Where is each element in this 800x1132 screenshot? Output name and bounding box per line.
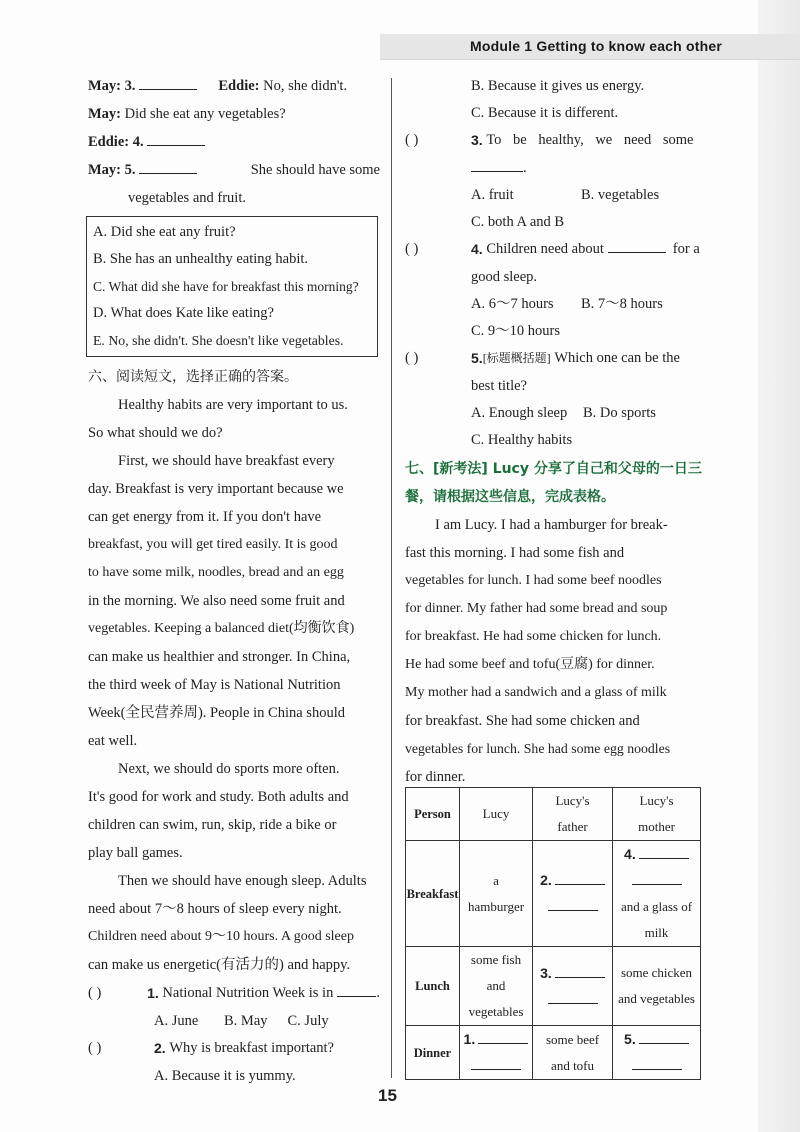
table-row-breakfast [406,841,701,947]
passage-line: for dinner. My father had some bread and soup [405,601,668,616]
header-person: Person [406,788,460,841]
table-row-lunch [406,947,701,1026]
passage-line: for breakfast. He had some chicken for lunch. [405,629,662,644]
blank-number: 4. [624,846,636,862]
dialogue-line-3 [88,128,380,156]
lucy-dinner-cell [459,1026,532,1080]
question-text: Why is breakfast important? [169,1040,334,1056]
passage-line: fast this morning. I had some fish and [405,545,625,561]
choice-c[interactable]: C. Healthy habits [471,432,573,448]
option-a: A. Did she eat any fruit? [93,224,236,240]
passage-line: Next, we should do sports more often. [118,761,340,777]
page-number: 15 [378,1086,397,1105]
mother-dinner-cell [613,1026,701,1080]
question-1-options [88,1007,380,1034]
row-label: Breakfast [406,841,460,947]
section6-heading: 六、阅读短文，选择正确的答案。 [88,369,298,385]
father-lunch-cell [533,947,613,1026]
passage-line: the third week of May is National Nutrition [88,677,341,693]
father-breakfast-cell [533,841,613,947]
option-d: D. What does Kate like eating? [93,305,274,321]
table-blank-3-cont[interactable] [548,988,598,1004]
question-blank[interactable] [608,235,666,253]
dialogue-line-5: vegetables and fruit. [128,190,246,206]
table-blank-3[interactable] [555,962,605,978]
choice-b[interactable]: B. Do sports [583,405,656,421]
lucy-passage [405,511,705,791]
blank-number: 5. [624,1031,636,1047]
father-dinner: some beef and tofu [533,1026,613,1080]
lucy-lunch: some fish and vegetables [459,947,532,1026]
header-father: Lucy's father [533,788,613,841]
blank-number: 3. [124,78,136,94]
choice-c[interactable]: C. Because it is different. [471,105,619,121]
choice-a[interactable]: A. Enough sleep [471,405,568,421]
lucy-breakfast: a hamburger [459,841,532,947]
table-blank-4-cont[interactable] [632,869,682,885]
answer-blank-3[interactable] [139,72,197,90]
passage-line: in the morning. We also need some fruit and [88,593,345,609]
passage-line: It's good for work and study. Both adults and [88,789,349,805]
speaker-label: May: [88,162,122,178]
mother-breakfast-cell [613,841,701,947]
blank-number: 4. [132,134,144,150]
module-header: Module 1 Getting to know each other [470,38,723,54]
blank-number: 1. [463,1031,476,1047]
table-blank-5-cont[interactable] [632,1054,682,1070]
blank-number: 5. [124,162,136,178]
dialogue-line-2 [88,100,380,128]
speaker-label: May: [88,106,122,122]
question-text-cont: good sleep. [471,269,538,285]
question-number: 3. [471,132,483,148]
option-e: E. No, she didn't. She doesn't like vegetables. [93,333,344,348]
question-3 [405,126,705,154]
choice-b[interactable]: B. vegetables [581,187,660,203]
dialogue-text: She should have some [250,162,380,178]
speaker-label: Eddie: [88,134,130,150]
question-number: 5. [471,350,483,366]
dialogue-line-4 [88,156,380,184]
passage-line: vegetables for lunch. I had some beef noodles [405,573,662,588]
header-mother: Lucy's mother [613,788,701,841]
blank-number: 2. [540,872,552,888]
header-lucy: Lucy [459,788,532,841]
answer-paren[interactable]: ( ) [405,350,419,366]
question-text-cont: best title? [471,378,527,394]
passage-line: eat well. [88,733,138,749]
question-3-options [405,181,705,208]
row-label: Dinner [406,1026,460,1080]
passage-line: First, we should have breakfast every [118,453,335,469]
choice-c[interactable]: C. 9～10 hours [471,323,561,339]
dialogue-text: Did she eat any vegetables? [124,106,286,122]
right-column [405,72,705,791]
question-number: 2. [154,1040,166,1056]
choice-c[interactable]: C. both A and B [471,214,565,230]
reading-passage [88,391,380,979]
left-column [88,72,380,1089]
choice-c[interactable]: C. July [287,1013,329,1029]
mother-breakfast-text: and a glass of milk [620,899,693,940]
passage-line: children can swim, run, skip, ride a bike or [88,817,337,833]
mother-lunch: some chicken and vegetables [613,947,701,1026]
table-header-row [406,788,701,841]
meals-table [405,787,701,1080]
passage-line: Week(全民营养周). People in China should [88,705,345,721]
column-divider [391,78,392,1078]
passage-line: can get energy from it. If you don't have [88,509,322,525]
choice-a[interactable]: A. fruit [471,187,514,203]
choice-a[interactable]: A. Because it is yummy. [154,1068,296,1084]
question-text: Which one can be the [554,350,680,366]
question-5-options [405,399,705,426]
question-blank[interactable] [337,979,376,997]
passage-line: for dinner. [405,769,466,785]
question-text: Children need about [486,241,604,257]
question-2 [88,1034,380,1062]
answer-blank-4[interactable] [147,128,205,146]
passage-line: breakfast, you will get tired easily. It is good [88,537,338,552]
question-3-blank-line: . [405,154,705,181]
passage-line: can make us energetic(有活力的) and happy. [88,957,351,973]
question-5 [405,344,705,372]
speaker-label: Eddie: [218,78,260,94]
passage-line: vegetables. Keeping a balanced diet(均衡饮食) [88,621,355,636]
row-label: Lunch [406,947,460,1026]
question-text: To be healthy, we need some [486,132,694,148]
question-number: 4. [471,241,483,257]
question-type-tag: [标题概括题] [482,351,551,365]
passage-line: Healthy habits are very important to us. [118,397,348,413]
choice-a[interactable]: A. 6～7 hours [471,296,554,312]
options-box [86,216,378,357]
passage-line: Children need about 9～10 hours. A good sleep [88,929,354,944]
page-edge-shadow [758,0,800,1132]
passage-line: My mother had a sandwich and a glass of milk [405,685,667,700]
passage-line: So what should we do? [88,425,223,441]
dialogue-line-1 [88,72,380,100]
option-c: C. What did she have for breakfast this morning? [93,279,359,294]
answer-paren[interactable]: ( ) [405,241,419,257]
question-text: National Nutrition Week is in [162,985,334,1001]
speaker-label: May: [88,78,122,94]
question-number: 1. [147,985,159,1001]
passage-line: Then we should have enough sleep. Adults [118,873,367,889]
question-1: ( ) 1. National Nutrition Week is in . [88,979,380,1007]
passage-line: for breakfast. She had some chicken and [405,713,640,729]
table-row-dinner [406,1026,701,1080]
choice-b[interactable]: B. May [224,1013,268,1029]
table-blank-2-cont[interactable] [548,895,598,911]
answer-paren[interactable]: ( ) [405,132,419,148]
choice-a[interactable]: A. June [154,1013,199,1029]
question-4-options [405,290,705,317]
passage-line: to have some milk, noodles, bread and an egg [88,565,344,580]
passage-line: He had some beef and tofu(豆腐) for dinner. [405,657,655,672]
passage-line: I am Lucy. I had a hamburger for break- [435,517,668,533]
dialogue-text: No, she didn't. [263,78,348,94]
table-blank-5[interactable] [639,1028,689,1044]
choice-b[interactable]: B. 7～8 hours [581,296,663,312]
passage-line: need about 7～8 hours of sleep every night. [88,901,342,917]
section7-heading: 七、[新考法] Lucy 分享了自己和父母的一日三 [405,461,702,477]
table-blank-4[interactable] [639,843,689,859]
passage-line: day. Breakfast is very important because we [88,481,344,497]
table-blank-1-cont[interactable] [471,1054,521,1070]
section7-heading-cont: 餐，请根据这些信息，完成表格。 [405,489,615,505]
choice-b[interactable]: B. Because it gives us energy. [471,78,645,94]
table-blank-1[interactable] [478,1028,528,1044]
passage-line: play ball games. [88,845,183,861]
passage-line: vegetables for lunch. She had some egg noodles [405,741,671,756]
blank-number: 3. [540,964,552,981]
question-4 [405,235,705,263]
table-blank-2[interactable] [555,869,605,885]
answer-paren[interactable]: ( ) [88,1040,102,1056]
answer-blank-5[interactable] [139,156,197,174]
question-text: for a [672,241,700,257]
question-blank[interactable] [471,154,523,172]
answer-paren[interactable]: ( ) [88,985,102,1001]
option-b: B. She has an unhealthy eating habit. [93,251,309,267]
passage-line: can make us healthier and stronger. In China, [88,649,351,665]
